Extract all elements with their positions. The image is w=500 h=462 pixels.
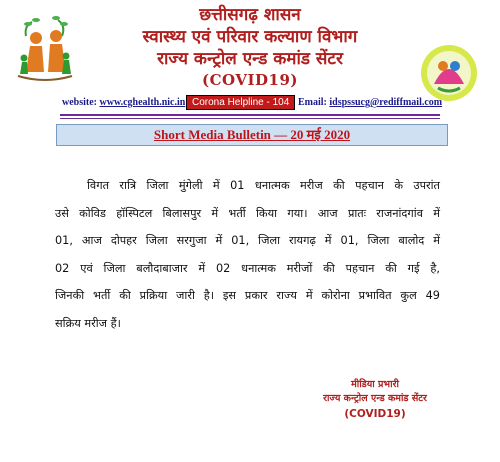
signatory-role: मीडिया प्रभारी [351, 379, 399, 390]
body-line: उसे कोविड हॉस्पिटल बिलासपुर में भर्ती किया गया। आज प्रातः राजनांदगांव में [55, 206, 440, 220]
health-department-family-logo [14, 14, 76, 90]
email-address[interactable]: idspssucg@rediffmail.com [329, 97, 443, 108]
body-line: 02 एवं जिला बलौदाबाजार में 02 धनात्मक मरीजों की पहचान की गई है, [55, 261, 440, 275]
website-link[interactable] [62, 97, 185, 108]
website-url[interactable]: www.cghealth.nic.in [99, 97, 186, 108]
signatory-covid: (COVID19) [344, 408, 406, 420]
health-circle-logo [420, 44, 478, 102]
contact-row [56, 96, 456, 112]
website-label: website: [62, 97, 97, 108]
email-label: Email: [298, 97, 327, 108]
bulletin-banner [56, 124, 448, 146]
covid-title: (COVID19) [202, 71, 298, 89]
bulletin-title: Short Media Bulletin — 20 मई 2020 [153, 127, 351, 142]
bulletin-body [55, 172, 440, 338]
header-divider [60, 114, 440, 116]
body-line: विगत रात्रि जिला मुंगेली में 01 धनात्मक मरीज की पहचान के उपरांत [87, 179, 440, 192]
body-line: सक्रिय मरीज हैं। [55, 316, 121, 330]
signatory-office: राज्य कन्ट्रोल एन्ड कमांड सेंटर [323, 393, 427, 404]
header [80, 4, 420, 90]
body-line: 01, आज दोपहर जिला सरगुजा में 01, जिला रायगढ़ में 01, जिला बालोद में [55, 234, 440, 248]
signature-block [300, 378, 450, 422]
helpline-badge: Corona Helpline - 104 [186, 95, 295, 110]
government-title: छत्तीसगढ़ शासन [199, 5, 301, 25]
department-title: स्वास्थ्य एवं परिवार कल्याण विभाग [142, 27, 358, 47]
control-center-title: राज्य कन्ट्रोल एन्ड कमांड सेंटर [157, 49, 343, 69]
body-line: जिनकी भर्ती की प्रक्रिया जारी है। इस प्रकार राज्य में कोरोना प्रभावित कुल 49 [55, 289, 440, 303]
header-divider-thin [60, 118, 440, 119]
email-link[interactable] [298, 97, 442, 108]
